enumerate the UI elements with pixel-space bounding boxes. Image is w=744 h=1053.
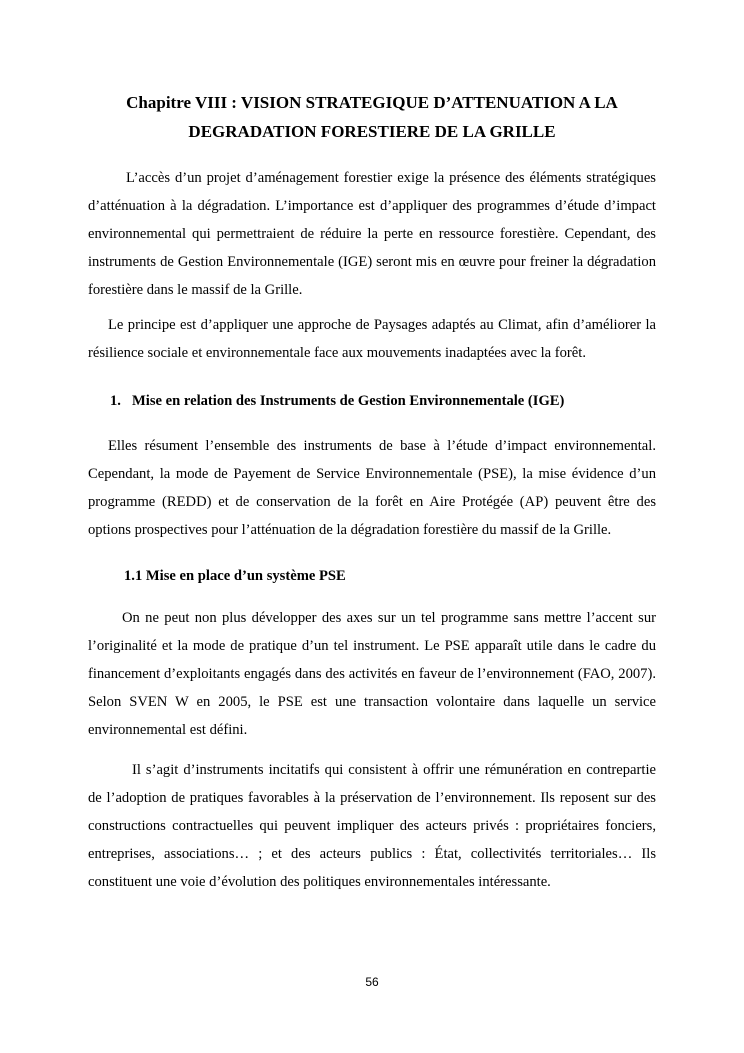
subsection-heading-pse: 1.1 Mise en place d’un système PSE [124, 568, 346, 584]
page-number: 56 [365, 975, 379, 989]
intro-paragraph: L’accès d’un projet d’aménagement forestier exige la présence des éléments stratégiques d’atténuation à la dégradation. L’importance est d’appliquer des programmes d’étude d’impact environnemental qui permettraient de réduire la perte en ressource forestière. Cependant, des instruments de Gestion Environnementale (IGE) seront mis en œuvre pour freiner la dégradation forestière dans le massif de la Grille. [88, 170, 656, 298]
page-content [88, 88, 656, 896]
chapter-title-line-2: DEGRADATION FORESTIERE DE LA GRILLE [188, 122, 556, 141]
principle-paragraph: Le principe est d’appliquer une approche de Paysages adaptés au Climat, afin d’améliorer la résilience sociale et environnementale face aux mouvements inadaptées avec la forêt. [88, 317, 656, 361]
ige-paragraph: Elles résument l’ensemble des instruments de base à l’étude d’impact environnemental. Cependant, la mode de Payement de Service Environnementale (PSE), la mise évidence d’un programme (REDD) et de conservation de la forêt en Aire Protégée (AP) peuvent être des options prospectives pour l’atténuation de la dégradation forestière du massif de la Grille. [88, 438, 656, 538]
section-heading-ige [88, 387, 656, 415]
chapter-title-line-1: Chapitre VIII : VISION STRATEGIQUE D’ATTENUATION A LA [126, 93, 618, 112]
incentive-paragraph: Il s’agit d’instruments incitatifs qui consistent à offrir une rémunération en contrepartie de l’adoption de pratiques favorables à la préservation de l’environnement. Ils reposent sur des constructions contractuelles qui peuvent impliquer des acteurs privés : propriétaires fonciers, entreprises, associations… ; et des acteurs publics : État, collectivités territoriales… Ils constituent une voie d’évolution des politiques environnementales intéressante. [88, 762, 656, 890]
chapter-title [88, 88, 656, 146]
pse-paragraph: On ne peut non plus développer des axes sur un tel programme sans mettre l’accent sur l’originalité et la mode de pratique d’un tel instrument. Le PSE apparaît utile dans le cadre du financement d’exploitants engagés dans des activités en faveur de l’environnement (FAO, 2007). Selon SVEN W en 2005, le PSE est une transaction volontaire dans laquelle un service environnemental est défini. [88, 610, 656, 738]
section-number: 1. [110, 393, 121, 409]
section-title: Mise en relation des Instruments de Gestion Environnementale (IGE) [132, 393, 565, 409]
